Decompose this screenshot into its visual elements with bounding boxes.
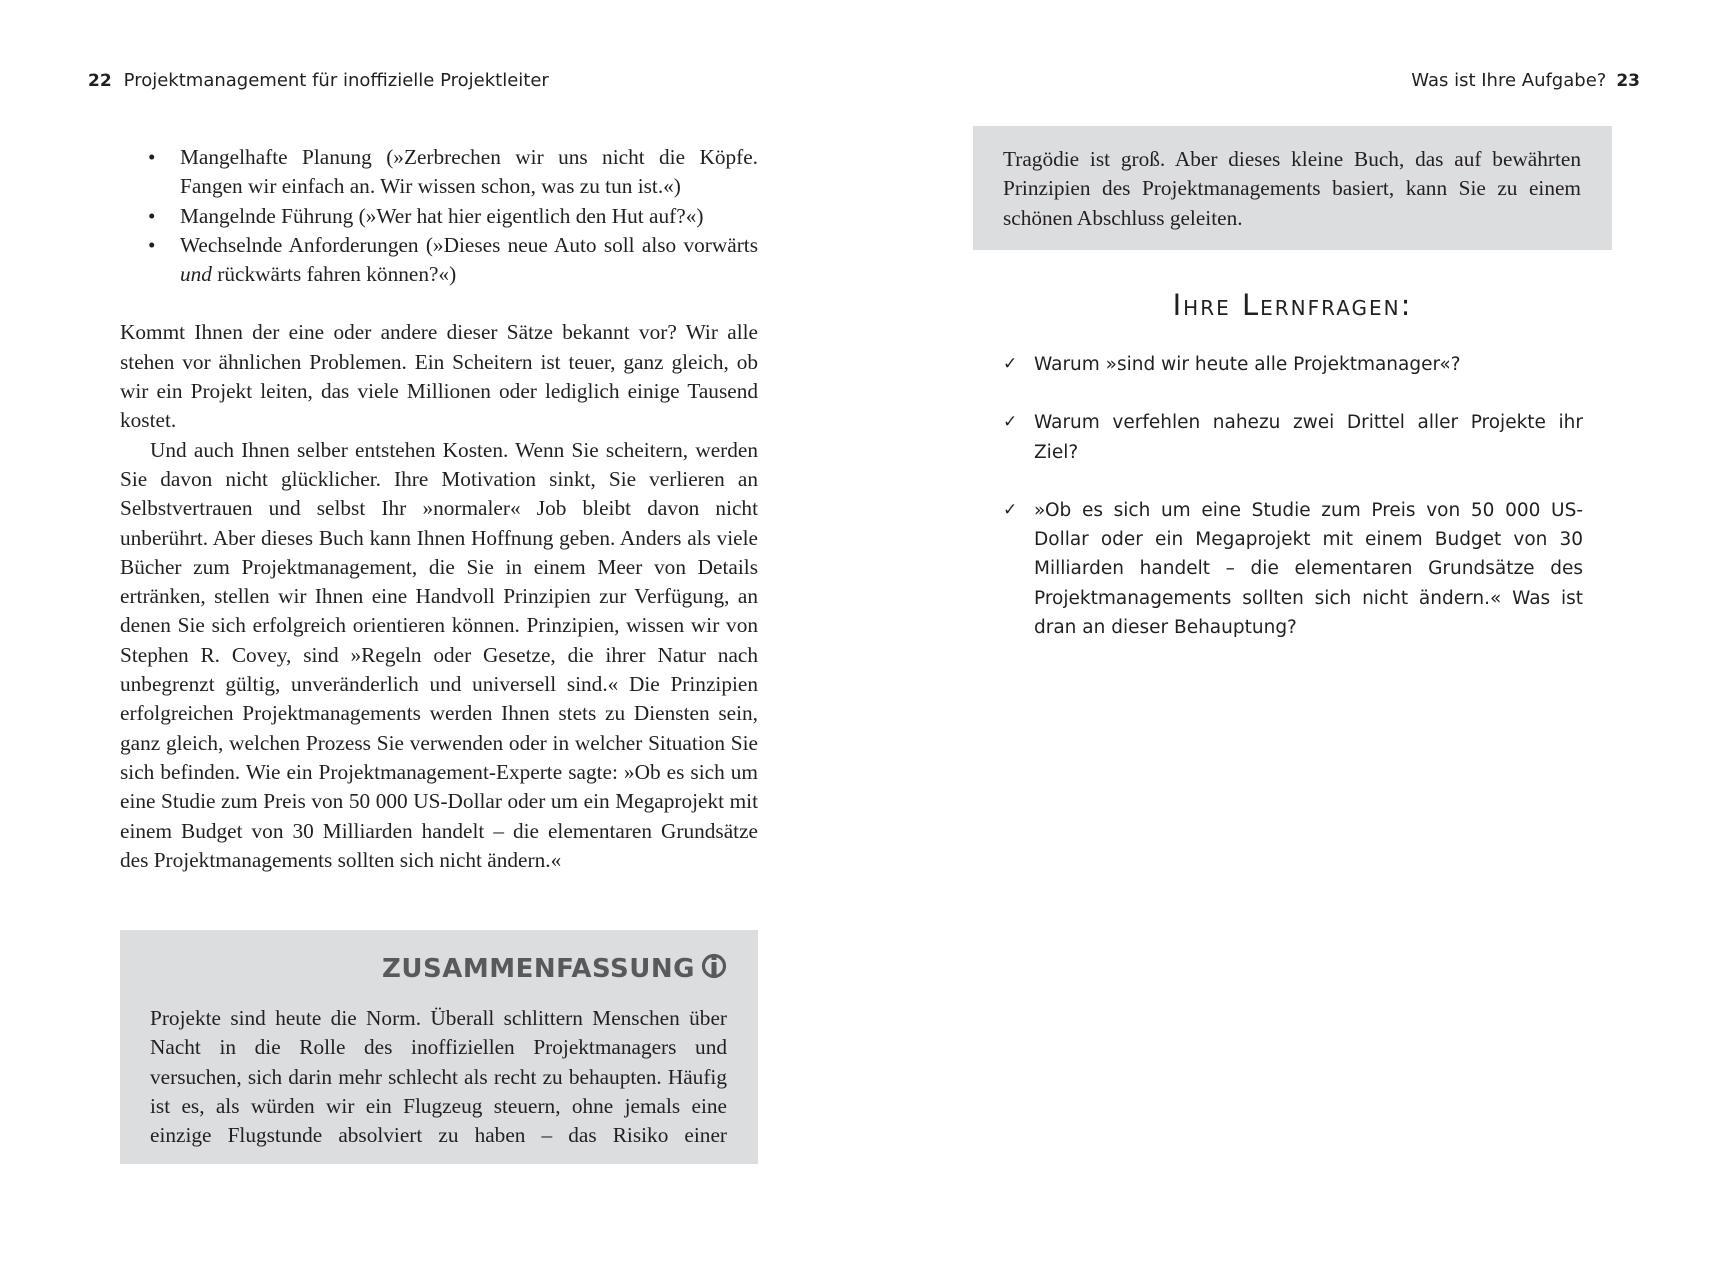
checkmark-icon: ✓ xyxy=(1003,412,1018,433)
running-head-left xyxy=(88,68,549,94)
checkmark-icon: ✓ xyxy=(1003,354,1018,374)
bullet-emphasis: und xyxy=(180,262,212,287)
summary-heading xyxy=(150,952,727,989)
checkmark-icon: ✓ xyxy=(1003,499,1018,520)
summary-box xyxy=(120,930,758,1164)
questions-heading: Ihre Lernfragen: xyxy=(1172,288,1413,322)
left-page-body xyxy=(120,143,758,875)
summary-box-continuation: Tragödie ist groß. Aber dieses kleine Buch, das auf bewährten Prinzipien des Projektmanagements basiert, kann Sie zu einem schönen Abschluss geleiten. xyxy=(973,126,1612,250)
info-icon xyxy=(701,952,727,989)
bullet-text: rückwärts fahren können?«) xyxy=(211,262,457,287)
question-text: Warum »sind wir heute alle Projektmanager«? xyxy=(1034,354,1461,375)
bullet-item xyxy=(180,231,758,290)
running-head-left-title: Projektmanagement für inoffizielle Projektleiter xyxy=(123,70,549,91)
question-item xyxy=(1003,350,1583,379)
question-text: »Ob es sich um eine Studie zum Preis von 50 000 US-Dollar oder ein Megaprojekt mit einem Budget von 30 Milliarden handelt – die elementaren Grundsätze des Projektmanagements sollten sich nicht ändern.« Was ist dran an dieser Behauptung? xyxy=(1034,499,1583,639)
body-paragraph: Kommt Ihnen der eine oder andere dieser Sätze bekannt vor? Wir alle stehen vor ähnlichen Problemen. Ein Scheitern ist teuer, ganz gleich, ob wir ein Projekt leiten, das viele Millionen oder lediglich einige Tausend kostet. xyxy=(120,320,758,433)
summary-text: Projekte sind heute die Norm. Überall schlittern Menschen über Nacht in die Rolle des inoffiziellen Projektmanagers und versuchen, sich darin mehr schlecht als recht zu behaupten. Häufig ist es, als würden wir ein Flugzeug steuern, ohne jemals eine einzige Flugstunde absolviert zu haben – das Risiko einer xyxy=(150,1006,727,1148)
page-number-right: 23 xyxy=(1616,71,1640,91)
summary-title: ZUSAMMENFASSUNG xyxy=(382,954,695,984)
bullet-item: • Mangelnde Führung (»Wer hat hier eigentlich den Hut auf?«) xyxy=(180,202,758,231)
running-head-right-title: Was ist Ihre Aufgabe? xyxy=(1411,70,1607,91)
question-text: Warum verfehlen nahezu zwei Drittel aller Projekte ihr Ziel? xyxy=(1034,412,1583,463)
bullet-item: • Mangelhafte Planung (»Zerbrechen wir uns nicht die Köpfe. Fangen wir einfach an. Wir wissen schon, was zu tun ist.«) xyxy=(180,143,758,202)
running-head-right xyxy=(1411,68,1640,94)
question-item xyxy=(1003,408,1583,467)
problem-bullet-list xyxy=(120,143,758,289)
page-number-left: 22 xyxy=(88,71,112,91)
question-list xyxy=(1003,350,1583,671)
bullet-text: Wechselnde Anforderungen (»Dieses neue Auto soll also vorwärts xyxy=(180,232,758,257)
question-item xyxy=(1003,496,1583,642)
body-paragraph: Und auch Ihnen selber entstehen Kosten. Wenn Sie scheitern, werden Sie davon nicht glücklicher. Ihre Motivation sinkt, Sie verlieren an Selbstvertrauen und selbst Ihr »normaler« Job bleibt davon nicht unberührt. Aber dieses Buch kann Ihnen Hoffnung geben. Anders als viele Bücher zum Projektmanagement, die Sie in einem Meer von Details ertränken, stellen wir Ihnen eine Handvoll Prinzipien zur Verfügung, an denen Sie sich erfolgreich orientieren können. Prinzipien, wissen wir von Stephen R. Covey, sind »Regeln oder Gesetze, die ihrer Natur nach unbegrenzt gültig, unveränderlich und universell sind.« Die Prinzipien erfolgreichen Projektmanagements werden Ihnen stets zu Diensten sein, ganz gleich, welchen Prozess Sie verwenden oder in welcher Situation Sie sich befinden. Wie ein Projektmanagement-Experte sagte: »Ob es sich um eine Studie zum Preis von 50 000 US-Dollar oder um ein Megaprojekt mit einem Budget von 30 Milliarden handelt – die elementaren Grundsätze des Projektmanagements sollten sich nicht ändern.« xyxy=(120,437,758,872)
